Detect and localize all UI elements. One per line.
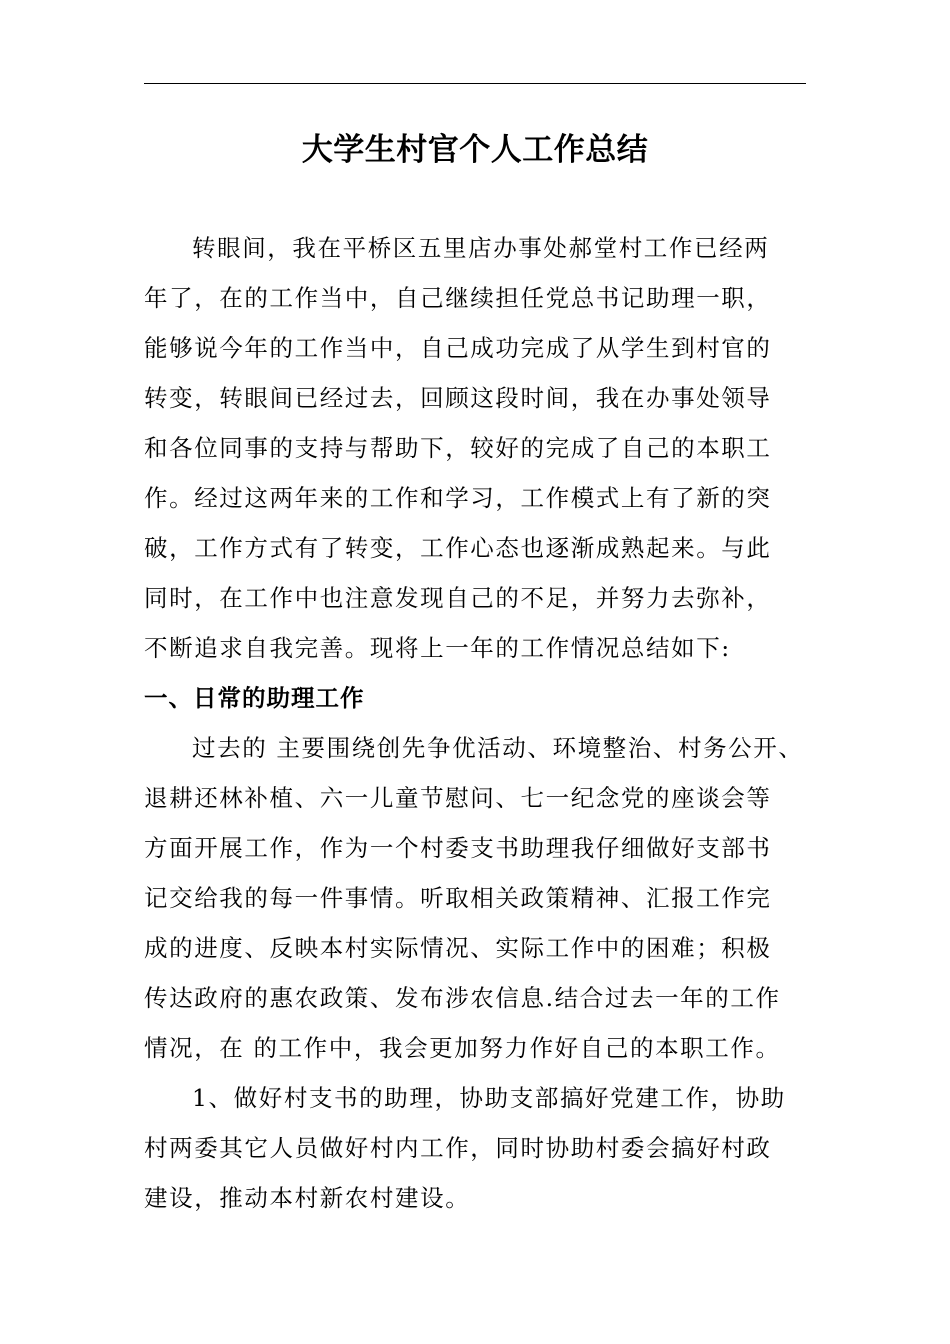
paragraph-line: 同时，在工作中也注意发现自己的不足，并努力去弥补， <box>144 584 772 612</box>
paragraph-line: 作。经过这两年来的工作和学习，工作模式上有了新的突 <box>144 484 772 512</box>
paragraph-line: 村两委其它人员做好村内工作，同时协助村委会搞好村政 <box>144 1134 772 1162</box>
paragraph-line: 建设，推动本村新农村建设。 <box>144 1184 471 1212</box>
paragraph-line: 成的进度、反映本村实际情况、实际工作中的困难；积极 <box>144 934 772 962</box>
paragraph-line: 年了，在的工作当中，自己继续担任党总书记助理一职， <box>144 284 772 312</box>
paragraph-line: 转变，转眼间已经过去，回顾这段时间，我在办事处领导 <box>144 384 772 412</box>
section-heading: 一、日常的助理工作 <box>144 684 365 712</box>
paragraph-line: 能够说今年的工作当中，自己成功完成了从学生到村官的 <box>144 334 772 362</box>
paragraph-line: 和各位同事的支持与帮助下，较好的完成了自己的本职工 <box>144 434 772 462</box>
paragraph-line: 方面开展工作，作为一个村委支书助理我仔细做好支部书 <box>144 834 772 862</box>
paragraph-line: 过去的 主要围绕创先争优活动、环境整治、村务公开、 <box>192 734 804 762</box>
paragraph-line: 不断追求自我完善。现将上一年的工作情况总结如下: <box>144 634 731 662</box>
paragraph-line: 记交给我的每一件事情。听取相关政策精神、汇报工作完 <box>144 884 772 912</box>
document-title: 大学生村官个人工作总结 <box>301 132 649 168</box>
paragraph-line: 退耕还林补植、六一儿童节慰问、七一纪念党的座谈会等 <box>144 784 772 812</box>
paragraph-line: 1、做好村支书的助理，协助支部搞好党建工作，协助 <box>192 1084 786 1112</box>
paragraph-line: 转眼间，我在平桥区五里店办事处郝堂村工作已经两 <box>192 234 770 262</box>
paragraph-line: 情况，在 的工作中，我会更加努力作好自己的本职工作。 <box>144 1034 781 1062</box>
paragraph-line: 传达政府的惠农政策、发布涉农信息.结合过去一年的工作 <box>144 984 781 1012</box>
paragraph-line: 破，工作方式有了转变，工作心态也逐渐成熟起来。与此 <box>144 534 772 562</box>
header-rule <box>144 83 806 84</box>
